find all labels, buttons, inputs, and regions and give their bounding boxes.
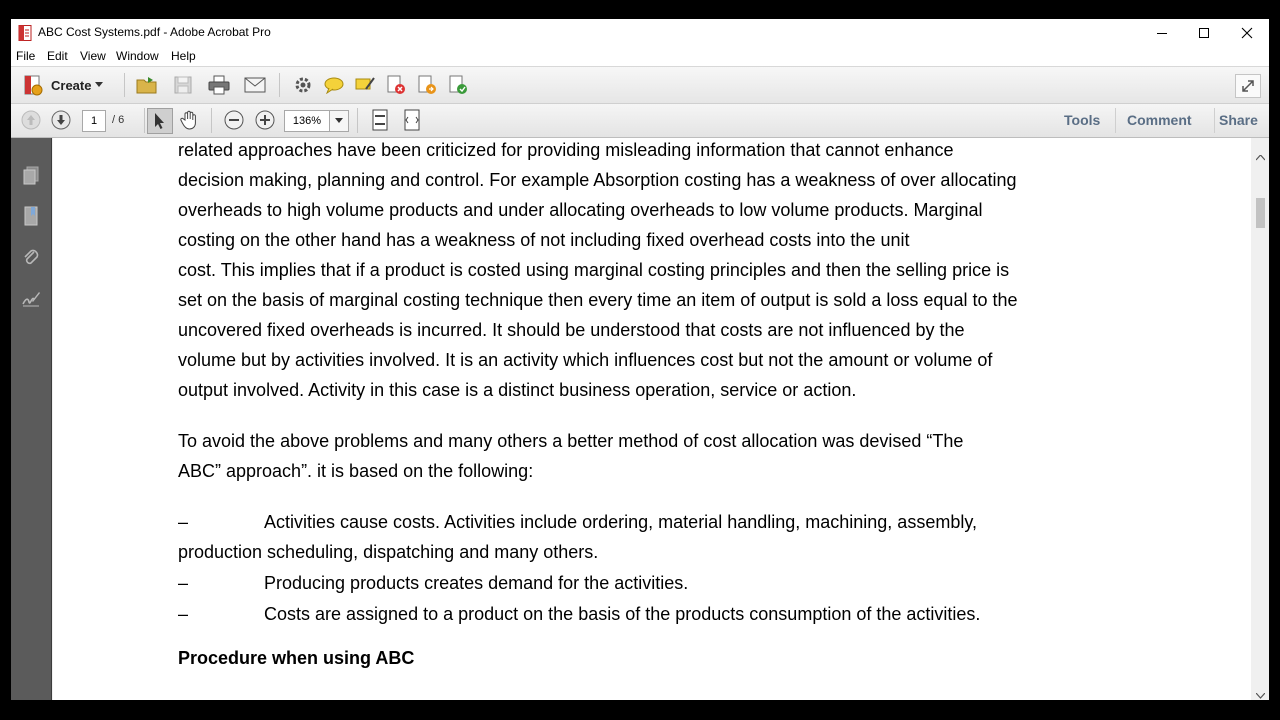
acrobat-window bbox=[11, 19, 1269, 700]
previous-page-icon[interactable] bbox=[19, 108, 43, 132]
main-toolbar bbox=[11, 67, 1269, 104]
menu-bar bbox=[11, 46, 1269, 67]
vertical-scrollbar[interactable] bbox=[1252, 138, 1269, 700]
toolbar-separator bbox=[357, 108, 358, 133]
sign-icon[interactable] bbox=[446, 74, 470, 96]
scroll-up-arrow-icon[interactable] bbox=[1256, 148, 1265, 166]
text-line: decision making, planning and control. For example Absorption costing has a weakness of over allocating bbox=[178, 170, 1017, 190]
paragraph-intro bbox=[178, 138, 1118, 405]
select-tool-icon[interactable] bbox=[147, 108, 173, 134]
bullet-text: production scheduling, dispatching and many others. bbox=[178, 542, 599, 562]
text-line: ABC” approach”. it is based on the following: bbox=[178, 461, 534, 481]
signatures-icon[interactable] bbox=[19, 286, 43, 310]
toolbar-separator bbox=[1115, 108, 1116, 133]
text-line: overheads to high volume products and under allocating overheads to low volume products. Marginal bbox=[178, 200, 983, 220]
page-thumbnails-icon[interactable] bbox=[19, 164, 43, 188]
print-icon[interactable] bbox=[207, 74, 231, 96]
page-total-label: / 6 bbox=[112, 114, 125, 126]
bullet-item-1 bbox=[178, 507, 977, 537]
page-number-input[interactable]: 1 bbox=[82, 110, 106, 132]
bookmarks-icon[interactable] bbox=[19, 204, 43, 228]
section-heading: Procedure when using ABC bbox=[178, 648, 415, 668]
tools-link[interactable]: Tools bbox=[1064, 112, 1101, 128]
menu-view[interactable]: View bbox=[80, 49, 106, 63]
zoom-level-input[interactable]: 136% bbox=[284, 110, 330, 132]
scrollbar-thumb[interactable] bbox=[1256, 198, 1265, 228]
bullet-marker: – bbox=[178, 604, 189, 624]
minimize-button[interactable] bbox=[1140, 19, 1184, 46]
bullet-marker: – bbox=[178, 573, 189, 593]
zoom-dropdown-chevron-icon[interactable] bbox=[329, 110, 349, 132]
share-link[interactable]: Share bbox=[1219, 112, 1258, 128]
fit-page-icon[interactable] bbox=[368, 108, 392, 132]
left-navigation-panel bbox=[11, 138, 52, 700]
text-line: volume but by activities involved. It is an activity which influences cost but not the amount or volume of bbox=[178, 350, 993, 370]
next-page-icon[interactable] bbox=[49, 108, 73, 132]
highlight-icon[interactable] bbox=[353, 74, 377, 96]
toolbar-separator bbox=[211, 108, 212, 133]
comment-icon[interactable] bbox=[322, 74, 346, 96]
bullet-item-1-continuation bbox=[178, 537, 598, 567]
title-bar bbox=[11, 19, 1269, 46]
save-icon[interactable] bbox=[171, 74, 195, 96]
settings-icon[interactable] bbox=[291, 74, 315, 96]
open-folder-icon[interactable] bbox=[135, 74, 159, 96]
text-line: output involved. Activity in this case is a distinct business operation, service or action. bbox=[178, 380, 857, 400]
text-line: To avoid the above problems and many others a better method of cost allocation was devised “The bbox=[178, 431, 964, 451]
text-line: set on the basis of marginal costing technique then every time an item of output is sold a loss equal to the bbox=[178, 290, 1018, 310]
document-page bbox=[53, 138, 1251, 700]
bullet-item-2 bbox=[178, 568, 688, 598]
create-pdf-icon[interactable] bbox=[21, 74, 45, 96]
bullet-item-3 bbox=[178, 599, 980, 629]
toolbar-separator bbox=[124, 73, 125, 97]
close-button[interactable] bbox=[1225, 19, 1269, 46]
hand-tool-icon[interactable] bbox=[177, 108, 201, 132]
menu-edit[interactable]: Edit bbox=[47, 49, 68, 63]
bullet-text: Producing products creates demand for the activities. bbox=[264, 573, 689, 593]
toolbar-separator bbox=[144, 108, 145, 133]
maximize-button[interactable] bbox=[1182, 19, 1226, 46]
attachments-icon[interactable] bbox=[19, 245, 43, 269]
navigation-toolbar bbox=[11, 104, 1269, 138]
email-icon[interactable] bbox=[243, 74, 267, 96]
pdf-app-icon bbox=[18, 25, 32, 41]
scroll-down-arrow-icon[interactable] bbox=[1256, 686, 1265, 700]
text-line: costing on the other hand has a weakness of not including fixed overhead costs into the unit bbox=[178, 230, 910, 250]
text-line: uncovered fixed overheads is incurred. It should be understood that costs are not influenced by the bbox=[178, 320, 965, 340]
bullet-marker: – bbox=[178, 512, 189, 532]
window-title: ABC Cost Systems.pdf - Adobe Acrobat Pro bbox=[38, 25, 271, 39]
menu-window[interactable]: Window bbox=[116, 49, 159, 63]
fit-width-icon[interactable] bbox=[400, 108, 424, 132]
create-button[interactable]: Create bbox=[51, 78, 92, 93]
text-line: related approaches have been criticized for providing misleading information that cannot enhance bbox=[178, 140, 954, 160]
toolbar-separator bbox=[279, 73, 280, 97]
delete-icon[interactable] bbox=[384, 74, 408, 96]
paragraph-abc-intro bbox=[178, 426, 1118, 486]
zoom-in-icon[interactable] bbox=[253, 108, 277, 132]
menu-file[interactable]: File bbox=[16, 49, 36, 63]
expand-icon[interactable] bbox=[1235, 74, 1261, 98]
export-icon[interactable] bbox=[415, 74, 439, 96]
text-line: cost. This implies that if a product is costed using marginal costing principles and then the selling price is bbox=[178, 260, 1010, 280]
bullet-text: Activities cause costs. Activities include ordering, material handling, machining, assembly, bbox=[264, 512, 977, 532]
create-dropdown-chevron-icon[interactable] bbox=[95, 82, 103, 88]
menu-help[interactable]: Help bbox=[171, 49, 196, 63]
comment-link[interactable]: Comment bbox=[1127, 112, 1192, 128]
zoom-out-icon[interactable] bbox=[222, 108, 246, 132]
bullet-text: Costs are assigned to a product on the basis of the products consumption of the activities. bbox=[264, 604, 981, 624]
toolbar-separator bbox=[1214, 108, 1215, 133]
